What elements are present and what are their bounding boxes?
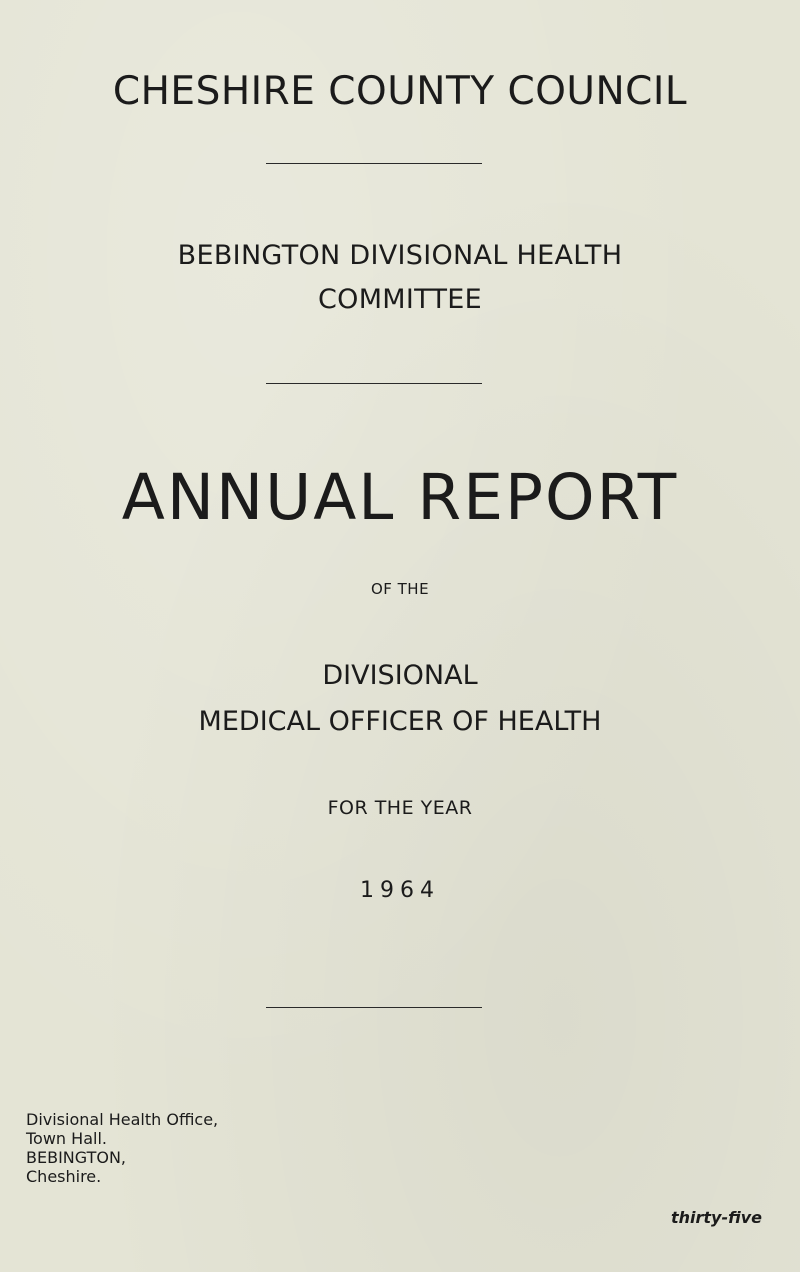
committee-line-2: COMMITTEE bbox=[318, 284, 482, 315]
committee-line-1: BEBINGTON DIVISIONAL HEALTH bbox=[177, 240, 623, 271]
committee-title bbox=[0, 234, 800, 322]
of-the-label: OF THE bbox=[370, 580, 430, 598]
divider-rule-top bbox=[266, 163, 482, 164]
address-line-2: Town Hall. bbox=[26, 1129, 107, 1148]
report-year: 1964 bbox=[360, 878, 440, 903]
officer-title bbox=[0, 653, 800, 745]
divider-rule-middle bbox=[266, 383, 482, 384]
for-the-year-label: FOR THE YEAR bbox=[327, 797, 473, 819]
address-line-4: Cheshire. bbox=[26, 1167, 102, 1186]
office-address bbox=[26, 1110, 218, 1186]
officer-line-1: DIVISIONAL bbox=[322, 660, 478, 691]
page-number: thirty-five bbox=[670, 1208, 762, 1227]
address-line-1: Divisional Health Office, bbox=[26, 1110, 219, 1129]
divider-rule-bottom bbox=[266, 1007, 482, 1008]
report-title: ANNUAL REPORT bbox=[121, 461, 679, 534]
address-line-3: BEBINGTON, bbox=[26, 1148, 126, 1167]
council-title: CHESHIRE COUNTY COUNCIL bbox=[112, 69, 688, 114]
officer-line-2: MEDICAL OFFICER OF HEALTH bbox=[198, 706, 602, 737]
